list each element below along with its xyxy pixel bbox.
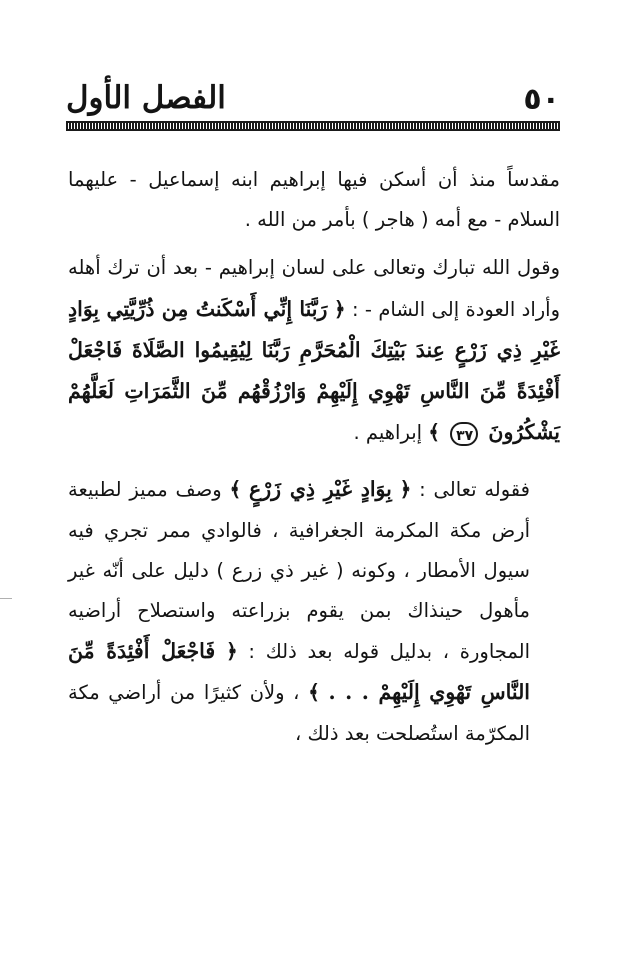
paragraph-1-text: مقدساً منذ أن أسكن فيها إبراهيم ابنه إسماعيل - عليهما السلام - مع أمه ( هاجر ) بأمر من الله . [68, 168, 560, 232]
header-divider [66, 121, 560, 131]
paragraph-1 [68, 160, 560, 240]
surah-name: إبراهيم . [353, 421, 423, 445]
paragraph-2 [68, 248, 560, 453]
quran-bracket-open: ﴿ [225, 639, 238, 664]
running-head [66, 78, 560, 122]
quran-bracket-open: ﴿ [333, 296, 346, 321]
paragraph-3-intro: فقوله تعالى : [419, 478, 530, 502]
paragraph-3 [68, 469, 560, 753]
paragraph-3-tail: ، ولأن كثيرًا من أراضي مكة المكرّمة استُصلحت بعد ذلك ، [68, 681, 530, 745]
paragraph-3-text: وصف مميز لطبيعة أرض مكة المكرمة الجغرافية ، فالوادي ممر تجري فيه سيول الأمطار ، وكونه ( غير ذي زرع ) دليل على أنّه غير مأهول حينذاك بمن يقوم بزراعته واستصلاح أراضيه المجاورة ، بدليل قوله بعد ذلك : [68, 478, 531, 664]
ayah-number-marker: ٣٧ [450, 422, 478, 446]
page-body [68, 160, 560, 754]
quran-verse-excerpt: فَاجْعَلْ أَفْئِدَةً مِّنَ النَّاسِ تَهْوِي إِلَيْهِمْ . . . [68, 639, 531, 705]
paragraph-2-intro: وقول الله تبارك وتعالى على لسان إبراهيم - بعد أن ترك أهله وأراد العودة إلى الشام - : [68, 256, 561, 321]
chapter-title: الفصل الأول [66, 80, 226, 116]
quran-bracket-close: ﴾ [229, 477, 242, 502]
quran-bracket-close: ﴾ [428, 420, 440, 445]
quran-verse-ibrahim-37: رَبَّنَا إِنِّي أَسْكَنتُ مِن ذُرِّيَّتِي بِوَادٍ غَيْرِ ذِي زَرْعٍ عِندَ بَيْتِكَ الْمُحَرَّمِ رَبَّنَا لِيُقِيمُوا الصَّلَاةَ فَاجْعَلْ أَفْئِدَةً مِّنَ النَّاسِ تَهْوِي إِلَيْهِمْ وَارْزُقْهُم مِّنَ الثَّمَرَاتِ لَعَلَّهُمْ يَشْكُرُونَ [68, 296, 560, 445]
page-number: ٥٠ [523, 82, 560, 117]
quran-bracket-open: ﴿ [399, 477, 412, 502]
scan-edge-mark [0, 598, 12, 599]
quran-verse-short: بِوَادٍ غَيْرِ ذِي زَرْعٍ [249, 477, 392, 502]
quran-bracket-close: ﴾ [308, 680, 320, 705]
